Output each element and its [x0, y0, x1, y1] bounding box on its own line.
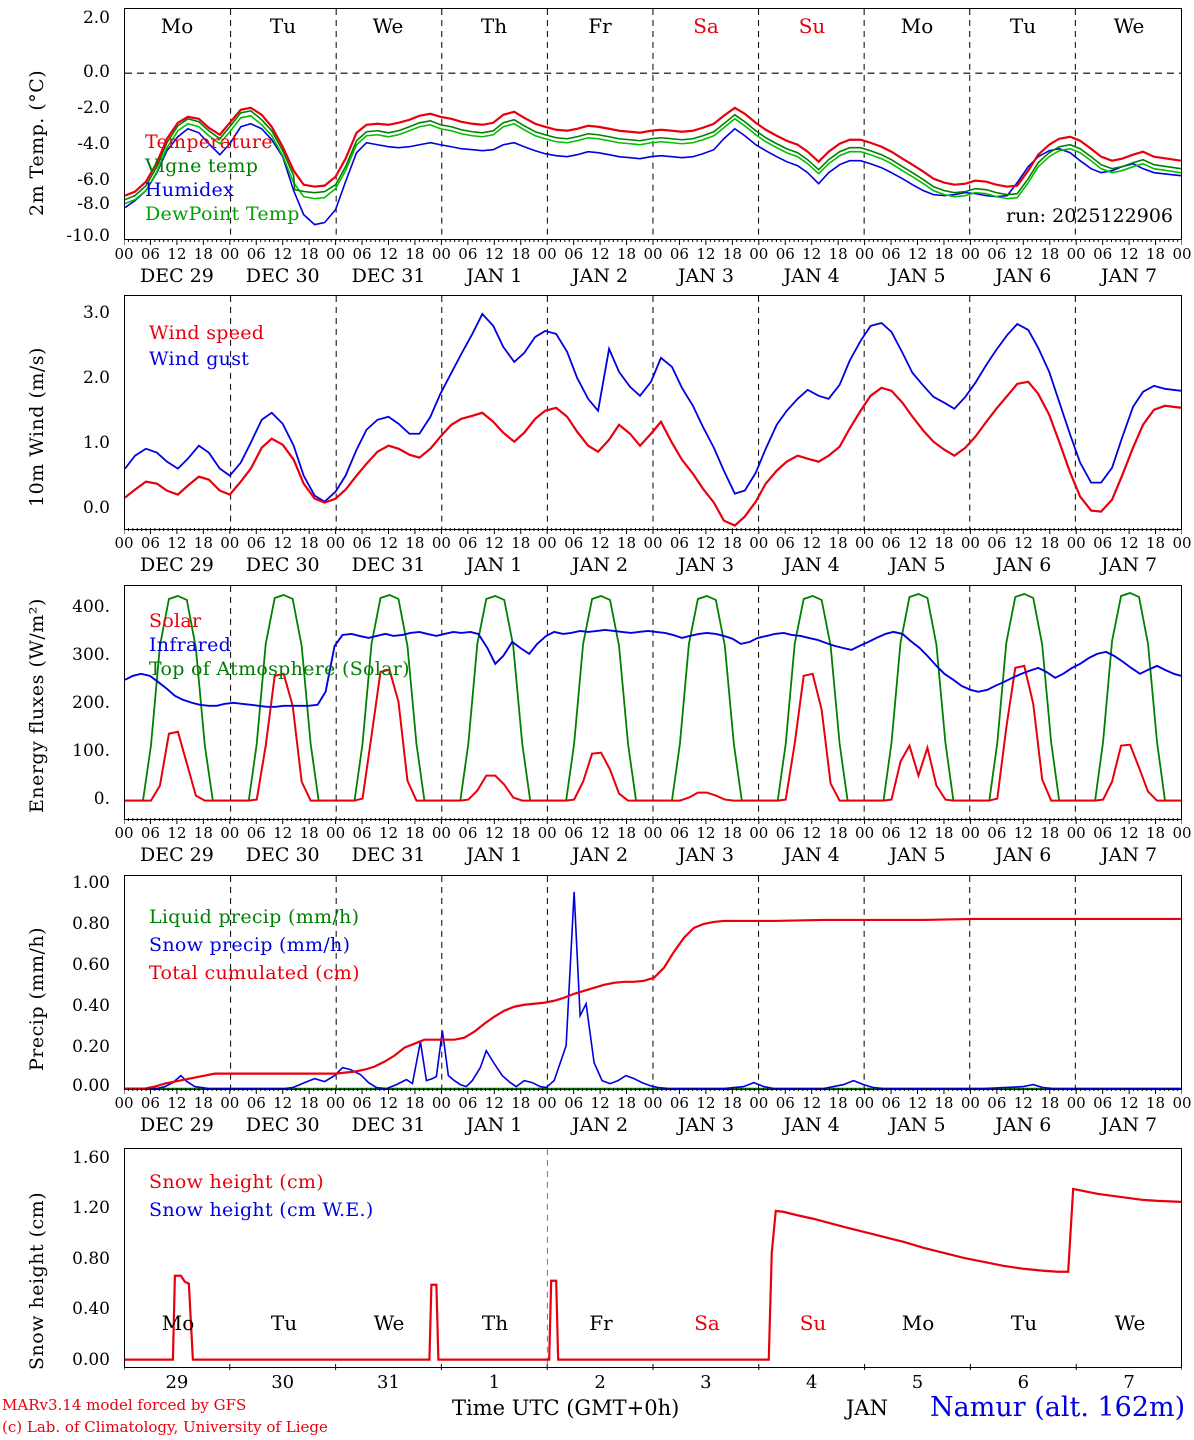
hour-tick-label: 12: [484, 1094, 504, 1112]
day-label: JAN 2: [572, 1114, 629, 1136]
day-label: JAN 4: [783, 844, 840, 866]
legend-infrared: Infrared: [149, 634, 232, 656]
hour-tick-label: 00: [855, 534, 875, 552]
legend-liquid-precip: Liquid precip (mm/h): [149, 906, 360, 928]
ytick: 0.00: [72, 1076, 110, 1096]
hour-tick-label: 12: [378, 1094, 399, 1112]
hour-tick-label: 18: [193, 824, 213, 842]
hour-tick-label: 18: [299, 1094, 319, 1112]
dow-su: Su: [798, 14, 826, 38]
hour-tick-label: 00: [326, 824, 346, 842]
ytick: 1.20: [72, 1198, 110, 1218]
hour-tick-label: 00: [1066, 1094, 1086, 1112]
hour-tick-label: 12: [590, 245, 610, 263]
hour-tick-label: 06: [775, 1094, 795, 1112]
legend-toa-solar: Top of Atmosphere (Solar): [149, 658, 410, 680]
hour-tick-label: 18: [934, 824, 954, 842]
bottom-day-number: 6: [1017, 1372, 1030, 1393]
panel-precip: [124, 875, 1182, 1090]
day-label: DEC 29: [139, 554, 214, 576]
hour-tick-label: 00: [220, 534, 240, 552]
hour-tick-label: 12: [273, 1094, 293, 1112]
hour-tick-label: 00: [855, 824, 875, 842]
day-label: JAN 6: [995, 554, 1052, 576]
hour-tick-label: 12: [1119, 534, 1139, 552]
station-label: Namur (alt. 162m): [930, 1392, 1186, 1423]
dow-th-b: Th: [481, 1311, 509, 1335]
hour-tick-label: 12: [907, 534, 928, 552]
day-label: DEC 31: [351, 1114, 426, 1136]
day-label: JAN 5: [889, 844, 946, 866]
hour-tick-label: 00: [960, 1094, 980, 1112]
day-label: JAN 1: [466, 1114, 523, 1136]
ytick: 0.60: [72, 955, 110, 975]
hour-tick-label: 12: [590, 824, 610, 842]
hour-tick-label: 06: [458, 1094, 478, 1112]
hour-tick-label: 00: [643, 1094, 663, 1112]
temperature-y-axis: [0, 8, 120, 246]
hour-tick-label: 06: [246, 245, 266, 263]
hour-tick-label: 18: [617, 245, 637, 263]
day-label: JAN 2: [572, 554, 629, 576]
energy-y-axis: [0, 585, 120, 820]
day-label: JAN 4: [783, 554, 840, 576]
hour-tick-label: 06: [1093, 534, 1113, 552]
hour-tick-label: 12: [167, 534, 187, 552]
hour-tick-label: 12: [167, 824, 187, 842]
legend-wind-gust: Wind gust: [149, 348, 250, 370]
panel-snow-height: [124, 1148, 1182, 1368]
hour-tick-label: 18: [828, 1094, 848, 1112]
dow-fr-b: Fr: [589, 1311, 613, 1335]
hour-tick-label: 00: [749, 534, 769, 552]
hour-tick-label: 06: [140, 1094, 160, 1112]
hour-tick-label: 12: [273, 534, 293, 552]
hour-tick-label: 00: [431, 824, 451, 842]
legend-total-cumulated: Total cumulated (cm): [149, 962, 360, 984]
hour-tick-label: 00: [537, 245, 557, 263]
hour-tick-label: 12: [1013, 824, 1033, 842]
hour-tick-label: 06: [246, 824, 266, 842]
dow-mo-b2: Mo: [901, 1311, 935, 1335]
hour-tick-label: 06: [246, 1094, 266, 1112]
ytick: -6.0: [77, 170, 110, 190]
hour-tick-label: 00: [749, 245, 769, 263]
hour-tick-label: 12: [378, 534, 399, 552]
hour-tick-label: 18: [722, 824, 742, 842]
hour-tick-label: 18: [511, 824, 531, 842]
hour-tick-label: 18: [828, 824, 848, 842]
hour-tick-label: 06: [246, 534, 266, 552]
hour-tick-label: 12: [696, 1094, 716, 1112]
ytick: 400.: [72, 597, 110, 617]
footer-copyright: (c) Lab. of Climatology, University of Liege: [2, 1418, 328, 1436]
day-label: JAN 4: [783, 265, 840, 287]
hour-tick-label: 12: [696, 534, 716, 552]
hour-tick-label: 12: [907, 824, 928, 842]
hour-tick-label: 00: [1172, 824, 1192, 842]
hour-tick-label: 18: [193, 245, 213, 263]
precip-y-axis: [0, 873, 120, 1096]
bottom-day-number: 4: [805, 1372, 818, 1393]
axis-label-precip: Precip (mm/h): [26, 926, 48, 1071]
legend-snow-height: Snow height (cm): [149, 1171, 324, 1193]
hour-tick-label: 06: [564, 245, 584, 263]
hour-tick-label: 18: [1040, 534, 1060, 552]
hour-tick-label: 06: [458, 824, 478, 842]
hour-tick-label: 18: [1146, 824, 1166, 842]
hour-tick-label: 06: [352, 534, 372, 552]
hour-tick-label: 00: [431, 245, 451, 263]
hour-tick-label: 18: [617, 534, 637, 552]
ytick: 0.00: [72, 1350, 110, 1370]
hour-tick-label: 00: [326, 245, 346, 263]
hour-tick-label: 00: [431, 534, 451, 552]
hour-tick-label: 00: [960, 824, 980, 842]
hour-tick-label: 12: [1013, 245, 1033, 263]
hour-tick-label: 06: [140, 245, 160, 263]
legend-temperature: Temperature: [145, 131, 273, 153]
hour-tick-label: 06: [881, 1094, 901, 1112]
legend-dewpoint-temp: DewPoint Temp: [145, 203, 300, 225]
bottom-day-number: 30: [271, 1372, 295, 1393]
day-label: JAN 7: [1101, 265, 1158, 287]
hour-tick-label: 12: [378, 245, 399, 263]
hour-tick-label: 00: [537, 534, 557, 552]
day-label: JAN 4: [783, 1114, 840, 1136]
hour-tick-label: 06: [987, 534, 1007, 552]
wind-plot: [125, 296, 1181, 531]
hour-tick-label: 06: [881, 534, 901, 552]
hour-tick-label: 12: [378, 824, 399, 842]
day-label: DEC 31: [351, 554, 426, 576]
hour-tick-label: 18: [1040, 824, 1060, 842]
hour-tick-label: 12: [273, 824, 293, 842]
hour-tick-label: 12: [484, 534, 504, 552]
hour-tick-label: 06: [564, 534, 584, 552]
hour-tick-label: 12: [696, 245, 716, 263]
ytick: 200.: [72, 693, 110, 713]
hour-tick-label: 18: [511, 1094, 531, 1112]
hour-tick-label: 06: [669, 534, 689, 552]
dow-th: Th: [480, 14, 508, 38]
ytick: -4.0: [77, 134, 110, 154]
x-axis-title: Time UTC (GMT+0h): [452, 1396, 680, 1420]
dow-fr: Fr: [588, 14, 612, 38]
day-label: DEC 30: [245, 1114, 320, 1136]
hour-tick-label: 00: [749, 1094, 769, 1112]
panel-temperature: [124, 8, 1182, 240]
dow-mo-b: Mo: [161, 1311, 195, 1335]
hour-tick-label: 18: [511, 534, 531, 552]
hour-tick-label: 00: [643, 824, 663, 842]
ytick: 2.0: [82, 368, 110, 388]
hour-tick-label: 18: [617, 1094, 637, 1112]
ytick: 0.80: [72, 914, 110, 934]
day-label: JAN 6: [995, 1114, 1052, 1136]
hour-tick-label: 12: [802, 534, 822, 552]
hour-tick-label: 00: [1066, 534, 1086, 552]
hour-tick-label: 06: [140, 824, 160, 842]
ytick: 100.: [72, 741, 110, 761]
footer-model: MARv3.14 model forced by GFS: [2, 1396, 247, 1414]
day-label: DEC 31: [351, 844, 426, 866]
hour-tick-label: 18: [1146, 245, 1166, 263]
dow-tu-b: Tu: [270, 1311, 298, 1335]
hour-tick-label: 06: [881, 245, 901, 263]
hour-tick-label: 00: [643, 534, 663, 552]
bottom-day-number: 3: [700, 1372, 712, 1393]
legend-snow-height-we: Snow height (cm W.E.): [149, 1199, 374, 1221]
hour-tick-label: 18: [828, 245, 848, 263]
bottom-day-number: 29: [165, 1372, 189, 1393]
day-label: JAN 2: [572, 844, 629, 866]
dow-we-b: We: [373, 1311, 405, 1335]
hour-tick-label: 18: [299, 534, 319, 552]
hour-tick-label: 06: [352, 824, 372, 842]
day-label: DEC 29: [139, 844, 214, 866]
hour-tick-label: 12: [484, 824, 504, 842]
day-label: DEC 30: [245, 265, 320, 287]
hour-tick-label: 18: [1146, 1094, 1166, 1112]
hour-tick-label: 18: [934, 534, 954, 552]
hour-tick-label: 00: [643, 245, 663, 263]
hour-tick-label: 00: [537, 1094, 557, 1112]
axis-label-temperature: 2m Temp. (°C): [26, 69, 48, 216]
hour-tick-label: 06: [458, 534, 478, 552]
day-label: JAN 7: [1101, 844, 1158, 866]
hour-tick-label: 12: [802, 1094, 822, 1112]
dow-su-b: Su: [799, 1311, 827, 1335]
hour-tick-label: 12: [590, 534, 610, 552]
hour-tick-label: 18: [1040, 245, 1060, 263]
hour-tick-label: 06: [881, 824, 901, 842]
hour-tick-label: 06: [987, 1094, 1007, 1112]
dow-we-2: We: [1113, 14, 1145, 38]
hour-tick-label: 06: [987, 824, 1007, 842]
hour-tick-label: 18: [1040, 1094, 1060, 1112]
hour-tick-label: 12: [167, 1094, 187, 1112]
energy-plot: [125, 586, 1181, 821]
axis-label-snow: Snow height (cm): [26, 1191, 48, 1370]
ytick: 1.00: [72, 873, 110, 893]
hour-tick-label: 18: [193, 534, 213, 552]
hour-tick-label: 18: [193, 1094, 213, 1112]
hour-tick-label: 06: [1093, 824, 1113, 842]
hour-tick-label: 18: [722, 1094, 742, 1112]
day-label: JAN 3: [677, 1114, 734, 1136]
hour-tick-label: 06: [352, 1094, 372, 1112]
bottom-day-number: 5: [911, 1372, 924, 1393]
ytick: 0.: [93, 789, 110, 809]
legend-wind-speed: Wind speed: [149, 322, 265, 344]
panel-energy-fluxes: [124, 585, 1182, 820]
hour-tick-label: 00: [1172, 534, 1192, 552]
bottom-day-number: 2: [594, 1372, 606, 1393]
hour-tick-label: 00: [537, 824, 557, 842]
ytick: 0.40: [72, 996, 110, 1016]
hour-tick-label: 18: [828, 534, 848, 552]
wind-y-axis: [0, 295, 120, 530]
bottom-day-number: 7: [1123, 1372, 1135, 1393]
ytick: 1.0: [82, 433, 110, 453]
hour-tick-label: 06: [669, 1094, 689, 1112]
dow-we: We: [372, 14, 404, 38]
dow-we-b2: We: [1114, 1311, 1146, 1335]
hour-tick-label: 00: [749, 824, 769, 842]
bottom-day-number: 1: [488, 1372, 501, 1393]
hour-tick-label: 18: [934, 245, 954, 263]
hour-tick-label: 06: [352, 245, 372, 263]
hour-tick-label: 06: [669, 245, 689, 263]
hour-tick-label: 12: [1013, 1094, 1033, 1112]
ytick: 1.60: [72, 1148, 110, 1168]
hour-tick-label: 12: [907, 245, 928, 263]
legend-humidex: Humidex: [145, 179, 235, 201]
hour-tick-label: 06: [564, 1094, 584, 1112]
hour-tick-label: 06: [987, 245, 1007, 263]
dow-sa: Sa: [693, 14, 719, 38]
dow-tu-2: Tu: [1009, 14, 1037, 38]
hour-tick-label: 18: [405, 534, 425, 552]
ytick: 0.40: [72, 1299, 110, 1319]
day-label: JAN 7: [1101, 1114, 1158, 1136]
day-label: DEC 30: [245, 554, 320, 576]
hour-tick-label: 00: [326, 1094, 346, 1112]
hour-tick-label: 00: [1172, 1094, 1192, 1112]
hour-tick-label: 12: [802, 824, 822, 842]
hour-tick-label: 12: [273, 245, 293, 263]
bottom-day-number: 31: [377, 1372, 400, 1393]
hour-tick-label: 12: [1119, 245, 1139, 263]
day-label: JAN 1: [466, 554, 523, 576]
hour-tick-label: 18: [617, 824, 637, 842]
hour-tick-label: 12: [167, 245, 187, 263]
day-label: DEC 30: [245, 844, 320, 866]
hour-tick-label: 18: [405, 245, 425, 263]
panel-wind: [124, 295, 1182, 530]
axis-label-energy: Energy fluxes (W/m²): [26, 598, 48, 813]
hour-tick-label: 00: [1172, 245, 1192, 263]
hour-tick-label: 06: [669, 824, 689, 842]
hour-tick-label: 00: [114, 245, 134, 263]
hour-tick-label: 12: [696, 824, 716, 842]
day-label: JAN 3: [677, 265, 734, 287]
axis-label-wind: 10m Wind (m/s): [26, 347, 48, 507]
dow-tu-b2: Tu: [1010, 1311, 1038, 1335]
day-label: DEC 31: [351, 265, 426, 287]
hour-tick-label: 06: [458, 245, 478, 263]
hour-tick-label: 18: [722, 534, 742, 552]
hour-tick-label: 00: [114, 534, 134, 552]
hour-tick-label: 00: [114, 824, 134, 842]
hour-tick-label: 00: [220, 1094, 240, 1112]
hour-tick-label: 12: [1119, 824, 1139, 842]
hour-tick-label: 06: [564, 824, 584, 842]
legend-vigne-temp: Vigne temp: [145, 155, 259, 177]
legend-snow-precip: Snow precip (mm/h): [149, 934, 351, 956]
day-label: JAN 3: [677, 554, 734, 576]
hour-tick-label: 18: [934, 1094, 954, 1112]
day-label: JAN 1: [466, 844, 523, 866]
hour-tick-label: 00: [855, 1094, 875, 1112]
dow-mo-2: Mo: [900, 14, 934, 38]
hour-tick-label: 18: [299, 245, 319, 263]
ytick: -8.0: [77, 194, 110, 214]
hour-tick-label: 00: [960, 245, 980, 263]
day-label: JAN 5: [889, 1114, 946, 1136]
hour-tick-label: 06: [775, 824, 795, 842]
month-label: JAN: [846, 1396, 888, 1420]
dow-sa-b: Sa: [694, 1311, 720, 1335]
hour-tick-label: 18: [1146, 534, 1166, 552]
day-label: JAN 1: [466, 265, 523, 287]
hour-tick-label: 18: [511, 245, 531, 263]
hour-tick-label: 18: [405, 824, 425, 842]
dow-mo: Mo: [160, 14, 194, 38]
hour-tick-label: 12: [590, 1094, 610, 1112]
hour-tick-label: 00: [326, 534, 346, 552]
hour-tick-label: 00: [114, 1094, 134, 1112]
hour-tick-label: 12: [1119, 1094, 1139, 1112]
hour-tick-label: 00: [220, 245, 240, 263]
hour-tick-label: 06: [1093, 245, 1113, 263]
hour-tick-label: 00: [220, 824, 240, 842]
snow-y-axis: [0, 1148, 120, 1368]
legend-solar: Solar: [149, 610, 202, 632]
day-label: JAN 5: [889, 265, 946, 287]
hour-tick-label: 06: [775, 245, 795, 263]
dow-tu: Tu: [269, 14, 297, 38]
hour-tick-label: 12: [907, 1094, 928, 1112]
hour-tick-label: 18: [299, 824, 319, 842]
ytick: -2.0: [77, 98, 110, 118]
hour-tick-label: 00: [1066, 824, 1086, 842]
hour-tick-label: 18: [722, 245, 742, 263]
run-label: run: 2025122906: [1006, 205, 1173, 227]
day-label: JAN 3: [677, 844, 734, 866]
hour-tick-label: 12: [802, 245, 822, 263]
day-label: DEC 29: [139, 1114, 214, 1136]
ytick: 0.20: [72, 1037, 110, 1057]
hour-tick-label: 12: [484, 245, 504, 263]
hour-tick-label: 18: [405, 1094, 425, 1112]
day-label: JAN 2: [572, 265, 629, 287]
hour-tick-label: 00: [431, 1094, 451, 1112]
ytick: 0.80: [72, 1249, 110, 1269]
hour-tick-label: 12: [1013, 534, 1033, 552]
hour-tick-label: 06: [1093, 1094, 1113, 1112]
day-label: JAN 5: [889, 554, 946, 576]
ytick: 0.0: [82, 498, 110, 518]
ytick: 0.0: [82, 62, 110, 82]
hour-tick-label: 00: [1066, 245, 1086, 263]
ytick: 2.0: [82, 8, 110, 28]
day-label: JAN 7: [1101, 554, 1158, 576]
ytick: -10.0: [66, 226, 110, 246]
hour-tick-label: 00: [960, 534, 980, 552]
ytick: 300.: [72, 645, 110, 665]
hour-tick-label: 06: [140, 534, 160, 552]
ytick: 3.0: [82, 303, 110, 323]
day-label: DEC 29: [139, 265, 214, 287]
day-label: JAN 6: [995, 265, 1052, 287]
day-label: JAN 6: [995, 844, 1052, 866]
hour-tick-label: 00: [855, 245, 875, 263]
hour-tick-label: 06: [775, 534, 795, 552]
